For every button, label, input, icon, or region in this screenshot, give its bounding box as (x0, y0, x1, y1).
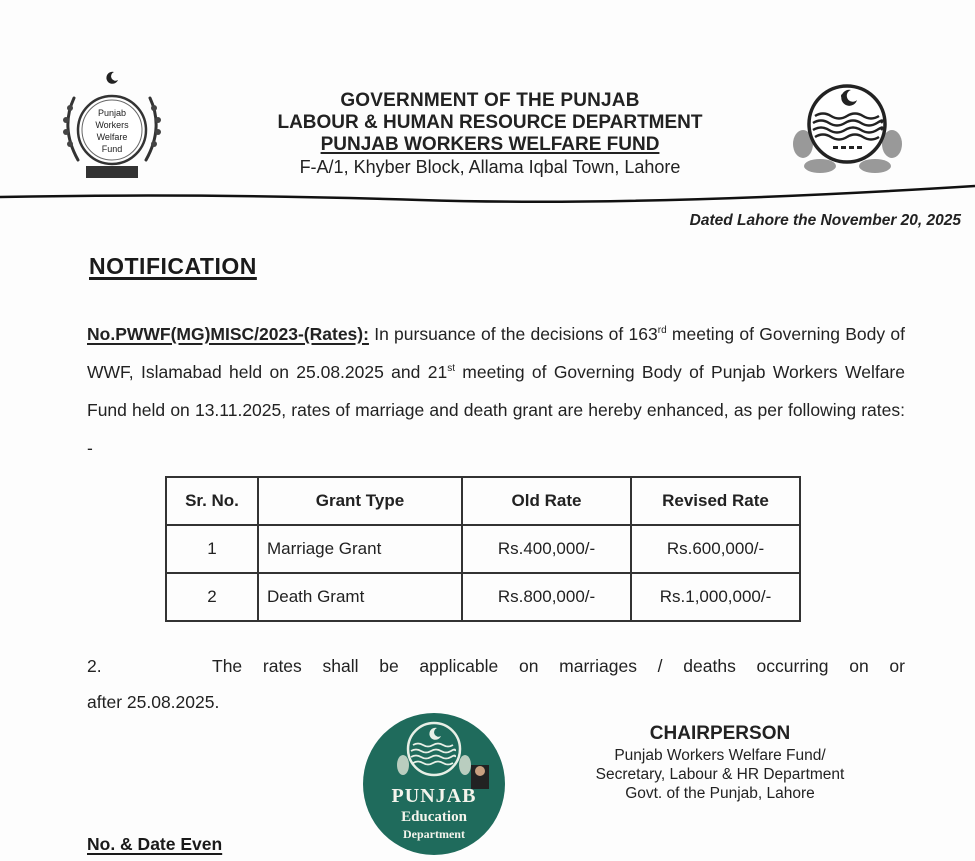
punjab-govt-emblem-icon (785, 74, 910, 184)
paragraph-2-line-2: after 25.08.2025. (87, 692, 220, 712)
cell-revised-rate: Rs.600,000/- (631, 525, 800, 573)
signatory-line-2: Secretary, Labour & HR Department (595, 766, 845, 783)
badge-line-punjab: PUNJAB (391, 785, 477, 807)
header-old-rate: Old Rate (462, 477, 631, 525)
header-grant-type: Grant Type (258, 477, 462, 525)
table-header-row (166, 477, 800, 525)
cell-old-rate: Rs.400,000/- (462, 525, 631, 573)
cell-revised-rate: Rs.1,000,000/- (631, 573, 800, 621)
table-row (166, 573, 800, 621)
cell-sr-no: 2 (166, 573, 258, 621)
signatory-line-3: Govt. of the Punjab, Lahore (625, 785, 815, 802)
paragraph-2 (87, 648, 905, 720)
logo-text-welfare: Welfare (96, 132, 128, 142)
dated-line: Dated Lahore the November 20, 2025 (689, 212, 961, 229)
pwwf-logo (52, 68, 172, 186)
letterhead (230, 90, 750, 178)
reference-number: No.PWWF(MG)MISC/2023-(Rates): (87, 324, 369, 344)
signature-block (545, 722, 895, 803)
paragraph-2-line-1: The rates shall be applicable on marriages / deaths occurring on or (212, 656, 905, 676)
signatory-title: CHAIRPERSON (649, 723, 791, 744)
header-revised-rate: Revised Rate (631, 477, 800, 525)
logo-text-workers: Workers (95, 120, 129, 130)
table-row (166, 525, 800, 573)
fund-title: PUNJAB WORKERS WELFARE FUND (320, 134, 660, 155)
paragraph-number: 2. (87, 656, 102, 676)
badge-line-department: Department (403, 827, 465, 841)
punjab-education-badge (363, 713, 505, 855)
body-part-3: meeting of Governing Body of Punjab Workers Welfare Fund held on 13.11.2025, rates of marriage and death grant are hereby enhanced, as per following rates: - (87, 362, 905, 458)
government-title: GOVERNMENT OF THE PUNJAB (340, 90, 640, 111)
logo-text-punjab: Punjab (97, 108, 127, 118)
punjab-govt-logo (785, 74, 910, 184)
cell-sr-no: 1 (166, 525, 258, 573)
cell-grant-type: Marriage Grant (258, 525, 462, 573)
signatory-line-1: Punjab Workers Welfare Fund/ (614, 747, 826, 764)
address: F-A/1, Khyber Block, Allama Iqbal Town, Lahore (299, 157, 681, 177)
pwwf-emblem-icon (52, 68, 172, 186)
no-date-even: No. & Date Even (87, 834, 223, 854)
cell-old-rate: Rs.800,000/- (462, 573, 631, 621)
logo-text-fund: Fund (101, 144, 123, 154)
body-part-2: meeting of Governing Body of WWF, Islamabad held on 25.08.2025 and 21 (87, 324, 905, 382)
notification-body (87, 315, 905, 467)
body-part-1: In pursuance of the decisions of 163 (368, 324, 658, 344)
ordinal-rd: rd (657, 325, 667, 337)
department-title: LABOUR & HUMAN RESOURCE DEPARTMENT (277, 112, 703, 133)
header-sr-no: Sr. No. (166, 477, 258, 525)
rates-table (165, 476, 801, 622)
cell-grant-type: Death Gramt (258, 573, 462, 621)
ordinal-st: st (447, 363, 455, 375)
badge-line-education: Education (401, 809, 467, 825)
header-divider (0, 183, 975, 205)
notification-title: NOTIFICATION (89, 253, 257, 279)
